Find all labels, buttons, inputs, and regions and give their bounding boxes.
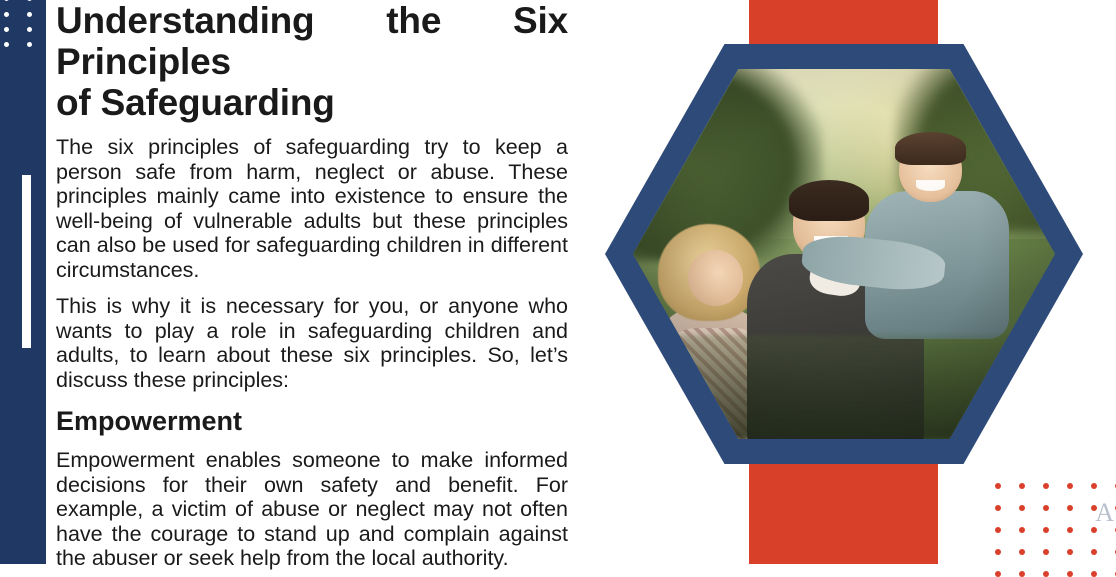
dot [1067, 505, 1073, 511]
dot [1043, 549, 1049, 555]
page-title-line-2: of Safeguarding [56, 82, 335, 123]
dot [995, 549, 1001, 555]
dot [1091, 549, 1097, 555]
left-accent-bar [0, 0, 46, 564]
dot [1091, 571, 1097, 577]
dot [1019, 527, 1025, 533]
dot [995, 483, 1001, 489]
dot [1043, 571, 1049, 577]
dot [1019, 505, 1025, 511]
dot [27, 12, 32, 17]
dot [1067, 527, 1073, 533]
body-paragraph-1: The six principles of safeguarding try to keep a person safe from harm, neglect or abuse. These principles mainly came into existence to ensure the well-being of vulnerable adults but these principles can also be used for safeguarding children in different circumstances. [56, 135, 568, 282]
dot [995, 527, 1001, 533]
dot [27, 0, 32, 1]
dot-grid-decoration-left [2, 0, 42, 58]
dot [1019, 483, 1025, 489]
dot [4, 0, 9, 1]
dot [1043, 527, 1049, 533]
dot [1091, 483, 1097, 489]
section-subheading: Empowerment [56, 406, 243, 436]
dot [1019, 571, 1025, 577]
dot [4, 27, 9, 32]
dot [27, 42, 32, 47]
dot [27, 27, 32, 32]
slide-text-column [56, 0, 568, 571]
body-paragraph-3: Empowerment enables someone to make informed decisions for their own safety and benefit. For example, a victim of abuse or neglect may not often have the courage to stand up and complain against the abuser or seek help from the local authority. [56, 448, 568, 570]
dot [1019, 549, 1025, 555]
dot [995, 505, 1001, 511]
hexagon-image-frame [605, 44, 1083, 464]
white-accent-mark [22, 175, 31, 348]
dot [995, 571, 1001, 577]
dot [1067, 549, 1073, 555]
dot [1043, 505, 1049, 511]
dot [1043, 483, 1049, 489]
page-title-line-1: Understanding the Six Principles [56, 0, 568, 82]
body-paragraph-2: This is why it is necessary for you, or anyone who wants to play a role in safeguarding children and adults, to learn about these six principles. So, let’s discuss these principles: [56, 294, 568, 392]
dot-grid-decoration-right [995, 483, 1116, 573]
dot [4, 12, 9, 17]
dot [4, 42, 9, 47]
dot [1067, 483, 1073, 489]
watermark-letter: A [1095, 498, 1114, 527]
page-title [56, 0, 568, 123]
dot [1067, 571, 1073, 577]
